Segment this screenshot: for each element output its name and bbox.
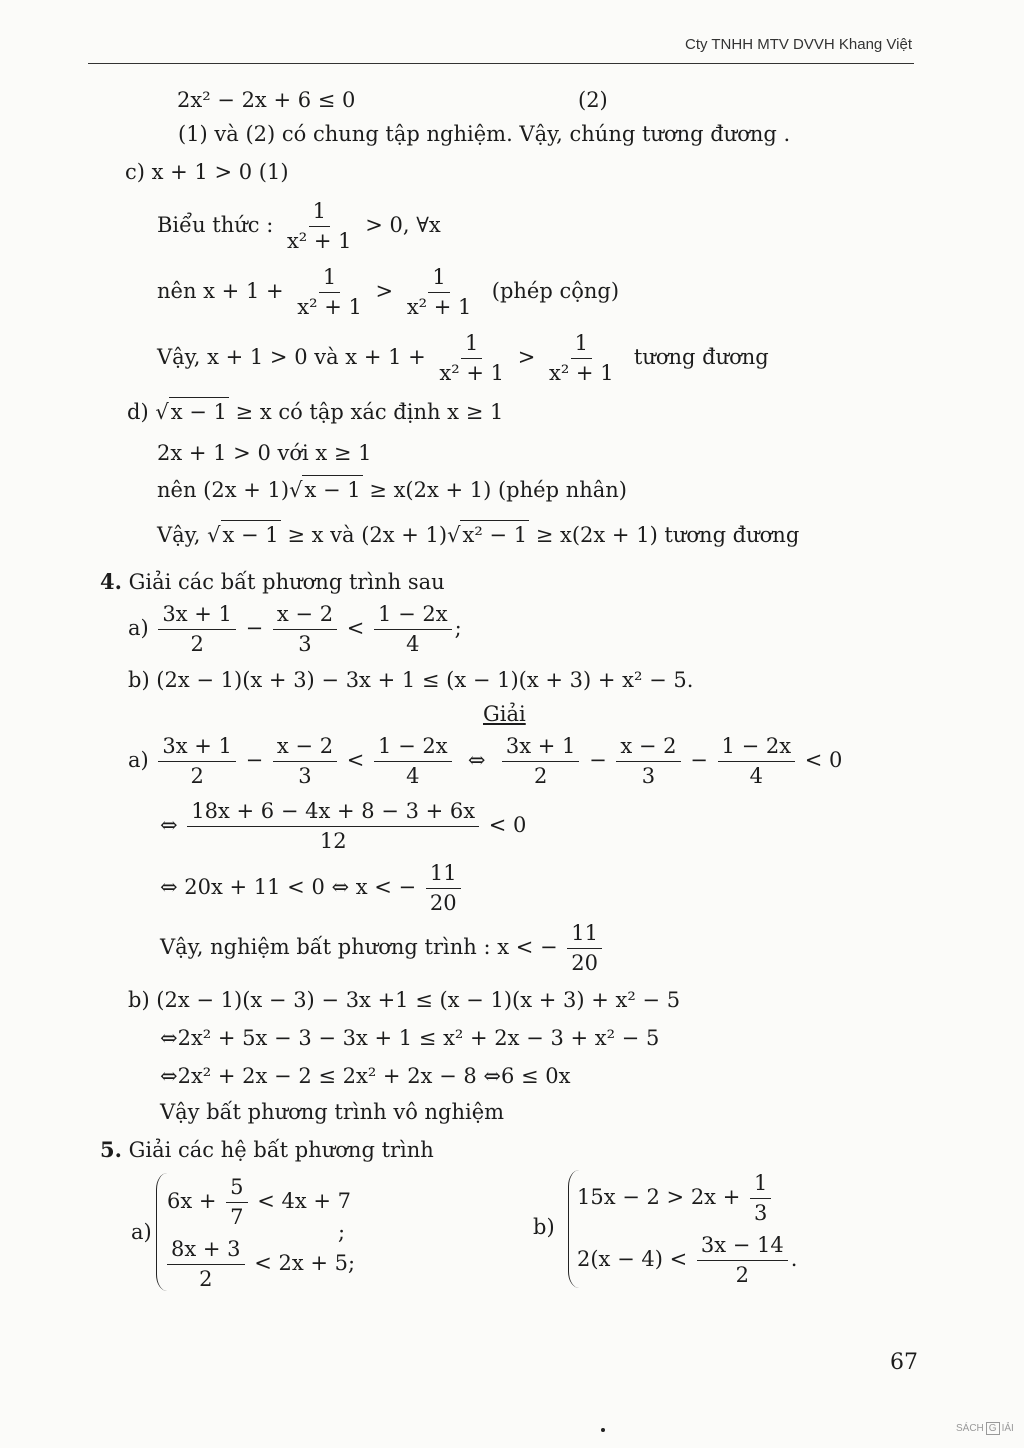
punctuation: .: [790, 1247, 798, 1272]
operator: < 0: [488, 813, 527, 838]
sqrt-radicand: x² − 1: [460, 520, 529, 547]
problem-title: Giải các bất phương trình sau: [128, 570, 445, 594]
c-nen-tail: (phép cộng): [491, 279, 620, 304]
denominator: 3: [641, 764, 656, 789]
label-2: (2): [578, 88, 608, 112]
part-label: a): [128, 748, 149, 773]
denominator: 2: [735, 1263, 749, 1288]
solution-b-conclusion: Vậy bất phương trình vô nghiệm: [160, 1100, 505, 1124]
fraction: [502, 735, 580, 788]
part-c-heading: c) x + 1 > 0 (1): [125, 160, 289, 184]
d-line-3-pre: nên (2x + 1): [157, 478, 290, 502]
denominator: 4: [406, 764, 420, 789]
fraction: [435, 332, 508, 385]
system-b-row-1: [577, 1172, 774, 1225]
denominator: 3: [753, 1201, 768, 1226]
denominator: x² + 1: [297, 295, 362, 320]
inequality-2: 2x² − 2x + 6 ≤ 0: [177, 88, 356, 112]
fraction: [567, 922, 602, 975]
fraction: [283, 200, 356, 253]
numerator: 18x + 6 − 4x + 8 − 3 + 6x: [187, 800, 479, 827]
operator: < 0: [804, 748, 843, 773]
denominator: 2: [190, 632, 204, 657]
fraction: [273, 603, 337, 656]
watermark-box: G: [986, 1422, 1000, 1435]
sqrt-radicand: x − 1: [221, 520, 281, 547]
numerator: 1: [461, 332, 482, 359]
d-line-2: 2x + 1 > 0 với x ≥ 1: [157, 441, 372, 465]
d-line-4-pre: Vậy,: [157, 523, 201, 547]
solution-a-line-1: [128, 735, 842, 788]
c-nen-row: [157, 266, 619, 319]
solution-a-line-3-text: ⇔ 20x + 11 < 0 ⇔ x < −: [160, 875, 417, 900]
fraction: [158, 735, 236, 788]
operator: −: [245, 616, 264, 641]
numerator: 1: [319, 266, 340, 293]
c-bieuthuc-tail: > 0, ∀x: [365, 213, 441, 238]
system-b-label: b): [533, 1215, 555, 1239]
numerator: 1 − 2x: [718, 735, 796, 762]
page-number: 67: [890, 1350, 918, 1375]
numerator: 1: [571, 332, 592, 359]
part-label: a): [128, 616, 149, 641]
numerator: 5: [226, 1176, 247, 1203]
fraction: [374, 603, 452, 656]
solution-a-line-2: [160, 800, 526, 853]
numerator: 11: [426, 862, 461, 889]
solution-b-line-1: b) (2x − 1)(x − 3) − 3x +1 ≤ (x − 1)(x + 3) + x² − 5: [128, 988, 681, 1012]
denominator: 4: [406, 632, 420, 657]
numerator: 1: [750, 1172, 771, 1199]
solution-a-line-3: [160, 862, 464, 915]
sqrt-radicand: x − 1: [302, 475, 362, 502]
denominator: x² + 1: [548, 361, 614, 386]
problem-4a: [128, 603, 462, 656]
fraction: [426, 862, 461, 915]
numerator: x − 2: [273, 735, 337, 762]
punctuation: ;: [454, 616, 462, 641]
c-nen-label: nên x + 1 +: [157, 279, 284, 304]
numerator: 3x − 14: [697, 1234, 788, 1261]
solution-b-line-2: ⇔2x² + 5x − 3 − 3x + 1 ≤ x² + 2x − 3 + x² − 5: [160, 1026, 660, 1050]
fraction: [273, 735, 337, 788]
denominator: x² + 1: [406, 295, 472, 320]
denominator: 2: [533, 764, 548, 789]
equivalence-note: (1) và (2) có chung tập nghiệm. Vậy, chúng tương đương .: [178, 122, 791, 146]
fraction: [158, 603, 236, 656]
numerator: x − 2: [273, 603, 337, 630]
denominator: 20: [429, 891, 457, 916]
header-publisher: Cty TNHH MTV DVVH Khang Việt: [684, 36, 912, 53]
problem-title: Giải các hệ bất phương trình: [128, 1138, 434, 1162]
c-bieuthuc-row: [157, 200, 441, 253]
numerator: 1: [428, 266, 449, 293]
system-a-row-1: [167, 1176, 351, 1229]
denominator: 20: [571, 951, 599, 976]
header-divider: [88, 63, 914, 64]
denominator: x² + 1: [439, 361, 504, 386]
part-d-heading: d) √x − 1 ≥ x có tập xác định x ≥ 1: [127, 402, 503, 423]
c-vay-label: Vậy, x + 1 > 0 và x + 1 +: [157, 345, 426, 370]
solution-heading: Giải: [483, 702, 526, 726]
d-line-3-post: ≥ x(2x + 1) (phép nhân): [369, 478, 627, 502]
solution-b-line-3: ⇔2x² + 2x − 2 ≤ 2x² + 2x − 8 ⇔6 ≤ 0x: [160, 1064, 571, 1088]
watermark-right: IẢI: [1001, 1423, 1014, 1434]
system-a-row-2-post: < 2x + 5;: [254, 1251, 356, 1276]
fraction: [167, 1238, 245, 1291]
denominator: 2: [190, 764, 204, 789]
fraction: [187, 800, 479, 853]
system-a-row-1-pre: 6x +: [167, 1189, 217, 1214]
fraction: [750, 1172, 771, 1225]
problem-5-heading: [100, 1139, 434, 1161]
denominator: 4: [749, 764, 763, 789]
operator: <: [346, 748, 365, 773]
system-a-row-2: [164, 1238, 355, 1291]
fraction: [293, 266, 366, 319]
numerator: 1 − 2x: [374, 735, 452, 762]
system-a-row-1-post: < 4x + 7: [257, 1189, 352, 1214]
system-a-separator: ;: [338, 1220, 346, 1244]
system-b-row-2-pre: 2(x − 4) <: [577, 1247, 688, 1272]
numerator: 1 − 2x: [374, 603, 452, 630]
d-line-4-mid: ≥ x và (2x + 1): [287, 523, 448, 547]
fraction: [374, 735, 452, 788]
denominator: 3: [298, 764, 312, 789]
c-vay-tail: tương đương: [633, 345, 769, 370]
watermark-logo: [956, 1423, 1014, 1434]
numerator: 3x + 1: [158, 735, 236, 762]
system-b-row-2: [577, 1234, 797, 1287]
operator: −: [245, 748, 264, 773]
operator: ⇔: [160, 813, 178, 838]
d-line-4-post: ≥ x(2x + 1) tương đương: [535, 523, 800, 547]
fraction: [226, 1176, 247, 1229]
problem-number: 4.: [100, 569, 122, 594]
numerator: 1: [309, 200, 330, 227]
operator: <: [346, 616, 365, 641]
watermark-left: SÁCH: [956, 1423, 984, 1434]
solution-a-conclusion-text: Vậy, nghiệm bất phương trình : x < −: [160, 935, 558, 960]
numerator: 11: [567, 922, 602, 949]
fraction: [616, 735, 680, 788]
print-speck: [601, 1428, 605, 1432]
sqrt-radicand: x − 1: [169, 397, 229, 424]
operator: >: [375, 279, 394, 304]
c-bieuthuc-label: Biểu thức :: [157, 213, 274, 238]
operator: −: [589, 748, 607, 773]
operator: ⇔: [467, 748, 486, 773]
problem-number: 5.: [100, 1137, 122, 1162]
d-line-3: nên (2x + 1)√x − 1 ≥ x(2x + 1) (phép nhân): [157, 480, 627, 501]
problem-4b: b) (2x − 1)(x + 3) − 3x + 1 ≤ (x − 1)(x + 3) + x² − 5.: [128, 668, 694, 692]
fraction: [545, 332, 618, 385]
c-vay-row: [157, 332, 769, 385]
denominator: 7: [230, 1205, 244, 1230]
numerator: 3x + 1: [158, 603, 236, 630]
denominator: 3: [298, 632, 312, 657]
operator: >: [517, 345, 536, 370]
operator: −: [690, 748, 708, 773]
part-d-tail: ≥ x có tập xác định x ≥ 1: [235, 400, 504, 424]
denominator: x² + 1: [286, 229, 352, 254]
numerator: 3x + 1: [502, 735, 580, 762]
problem-4-heading: [100, 571, 445, 593]
system-a-label: a): [131, 1220, 152, 1244]
fraction: [718, 735, 796, 788]
fraction: [403, 266, 476, 319]
numerator: x − 2: [616, 735, 680, 762]
d-line-4: Vậy, √x − 1 ≥ x và (2x + 1)√x² − 1 ≥ x(2x + 1) tương đương: [157, 525, 799, 546]
numerator: 8x + 3: [167, 1238, 245, 1265]
denominator: 12: [319, 829, 347, 854]
denominator: 2: [199, 1267, 213, 1292]
solution-a-conclusion: [160, 922, 605, 975]
part-d-label: d): [127, 400, 149, 424]
fraction: [697, 1234, 788, 1287]
system-b-row-1-pre: 15x − 2 > 2x +: [577, 1185, 741, 1210]
